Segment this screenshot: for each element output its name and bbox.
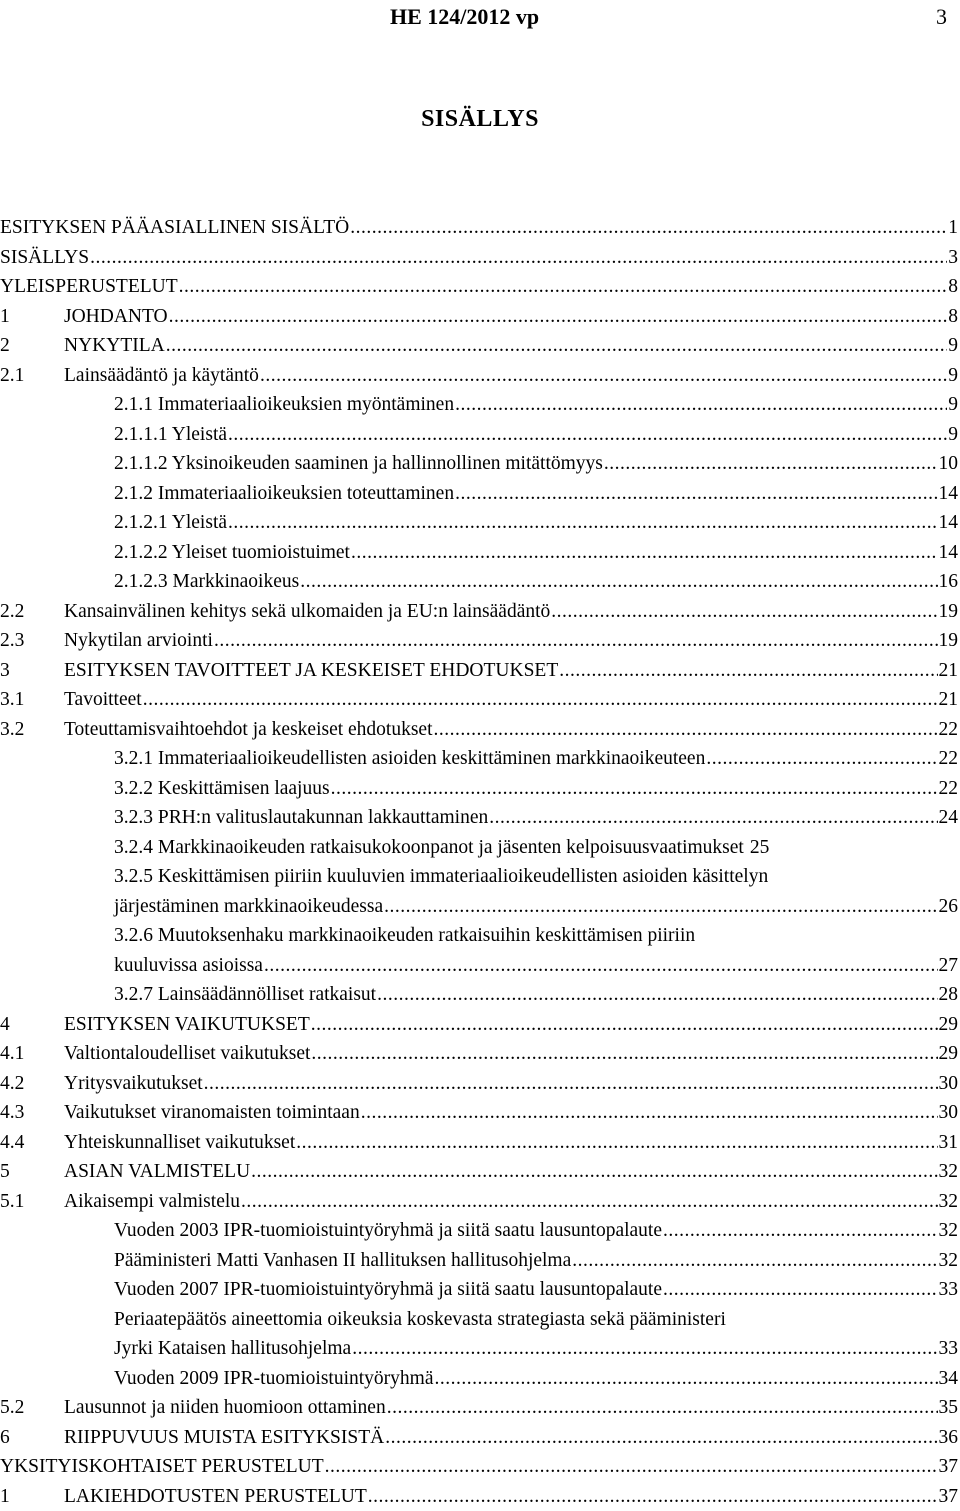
toc-text-line: 3.2.6 Muutoksenhaku markkinaoikeuden ratkaisuihin keskittämisen piiriin [114,921,695,951]
toc-page-number: 14 [939,479,959,509]
toc-text: Jyrki Kataisen hallitusohjelma [114,1334,351,1364]
toc-entry [0,1187,958,1217]
toc-text: Lainsäädäntö ja käytäntö [64,361,259,391]
page-header [0,2,960,32]
toc-entry [0,862,958,921]
toc-number: 3.1 [0,685,24,715]
toc-page-number: 31 [939,1128,959,1158]
toc-page-number: 21 [939,685,959,715]
dot-leader [143,685,938,715]
toc-entry [0,833,958,863]
toc-text: ESITYKSEN TAVOITTEET JA KESKEISET EHDOTUKSET [64,656,558,686]
toc-text: Vuoden 2009 IPR-tuomioistuintyöryhmä [114,1364,433,1394]
dot-leader [311,1010,938,1040]
dot-leader [572,1246,937,1276]
toc-text: 2.1.1.2 Yksinoikeuden saaminen ja hallinnollinen mitättömyys [114,449,603,479]
toc-entry [0,1275,958,1305]
dot-leader [241,1187,937,1217]
toc-page-number: 22 [939,774,959,804]
toc-number: 5.1 [0,1187,24,1217]
toc-text-line: Periaatepäätös aineettomia oikeuksia koskevasta strategiasta sekä pääministeri [114,1305,726,1335]
dot-leader [251,1157,937,1187]
dot-leader [325,1452,938,1482]
dot-leader [350,213,947,243]
toc-page-number: 21 [939,656,959,686]
toc-entry [0,1305,958,1364]
toc-number: 2.3 [0,626,24,656]
page-title: SISÄLLYS [0,106,960,133]
toc-entry [0,567,958,597]
toc-text: Vaikutukset viranomaisten toimintaan [64,1098,360,1128]
toc-text: ESITYKSEN VAIKUTUKSET [64,1010,310,1040]
toc-entry [0,656,958,686]
toc-entry [0,715,958,745]
toc-entry [0,272,958,302]
toc-page-number: 25 [750,833,770,863]
toc-text: Toteuttamisvaihtoehdot ja keskeiset ehdotukset [64,715,433,745]
toc-page-number: 27 [939,951,959,981]
table-of-contents [0,213,958,1511]
dot-leader [385,1423,937,1453]
dot-leader [351,538,938,568]
toc-text-line: 3.2.5 Keskittämisen piiriin kuuluvien immateriaalioikeudellisten asioiden käsittelyn [114,862,768,892]
toc-page-number: 8 [948,302,958,332]
dot-leader [387,1393,938,1423]
toc-text: 3.2.3 PRH:n valituslautakunnan lakkauttaminen [114,803,488,833]
toc-text: 2.1.1 Immateriaalioikeuksien myöntäminen [114,390,454,420]
dot-leader [455,390,947,420]
toc-page-number: 33 [939,1334,959,1364]
toc-page-number: 9 [948,420,958,450]
toc-page-number: 34 [939,1364,959,1394]
toc-number: 1 [0,1482,10,1511]
toc-page-number: 30 [939,1069,959,1099]
toc-text: Tavoitteet [64,685,142,715]
dot-leader [368,1482,938,1511]
dot-leader [663,1275,938,1305]
toc-text: Lausunnot ja niiden huomioon ottaminen [64,1393,386,1423]
toc-page-number: 22 [939,715,959,745]
toc-text: 3.2.2 Keskittämisen laajuus [114,774,330,804]
toc-text: Kansainvälinen kehitys sekä ulkomaiden ja EU:n lainsäädäntö [64,597,550,627]
dot-leader [352,1334,937,1364]
toc-text: YLEISPERUSTELUT [0,272,178,302]
toc-text: Aikaisempi valmistelu [64,1187,240,1217]
dot-leader [434,1364,937,1394]
dot-leader [264,951,938,981]
toc-page-number: 29 [939,1039,959,1069]
toc-number: 4.2 [0,1069,24,1099]
toc-text: Yhteiskunnalliset vaikutukset [64,1128,295,1158]
toc-entry [0,449,958,479]
toc-entry [0,1069,958,1099]
toc-page-number: 22 [939,744,959,774]
toc-text: 3.2.4 Markkinaoikeuden ratkaisukokoonpanot ja jäsenten kelpoisuusvaatimukset [114,833,744,863]
dot-leader [331,774,938,804]
toc-number: 3.2 [0,715,24,745]
toc-text: Vuoden 2007 IPR-tuomioistuintyöryhmä ja siitä saatu lausuntopalaute [114,1275,662,1305]
toc-entry [0,774,958,804]
toc-text: kuuluvissa asioissa [114,951,263,981]
toc-text: RIIPPUVUUS MUISTA ESITYKSISTÄ [64,1423,384,1453]
toc-page-number: 14 [939,538,959,568]
toc-number: 2.2 [0,597,24,627]
toc-text: 3.2.7 Lainsäädännölliset ratkaisut [114,980,376,1010]
toc-entry [0,980,958,1010]
toc-page-number: 3 [948,243,958,273]
toc-entry [0,508,958,538]
toc-page-number: 37 [939,1482,959,1511]
toc-entry [0,744,958,774]
toc-number: 5.2 [0,1393,24,1423]
toc-number: 1 [0,302,10,332]
toc-text: ESITYKSEN PÄÄASIALLINEN SISÄLTÖ [0,213,349,243]
toc-page-number: 29 [939,1010,959,1040]
dot-leader [228,508,937,538]
toc-entry [0,626,958,656]
toc-number: 2.1 [0,361,24,391]
toc-entry [0,1246,958,1276]
toc-entry [0,1452,958,1482]
toc-entry [0,1482,958,1511]
toc-entry [0,420,958,450]
toc-entry [0,921,958,980]
toc-text: 2.1.2.2 Yleiset tuomioistuimet [114,538,350,568]
document-id: HE 124/2012 vp [390,4,539,30]
toc-entry [0,331,958,361]
toc-entry [0,1039,958,1069]
toc-entry [0,803,958,833]
toc-entry [0,1423,958,1453]
toc-page-number: 9 [948,390,958,420]
toc-text: ASIAN VALMISTELU [64,1157,250,1187]
toc-entry [0,1010,958,1040]
toc-text: Pääministeri Matti Vanhasen II hallituksen hallitusohjelma [114,1246,571,1276]
toc-page-number: 32 [939,1187,959,1217]
toc-page-number: 8 [948,272,958,302]
dot-leader [204,1069,938,1099]
dot-leader [228,420,947,450]
dot-leader [169,302,948,332]
page-number: 3 [936,4,947,30]
toc-text: NYKYTILA [64,331,165,361]
toc-entry [0,1393,958,1423]
dot-leader [260,361,947,391]
dot-leader [361,1098,938,1128]
toc-text: Valtiontaloudelliset vaikutukset [64,1039,310,1069]
toc-number: 4.3 [0,1098,24,1128]
toc-text: 2.1.2.3 Markkinaoikeus [114,567,299,597]
toc-page-number: 32 [939,1157,959,1187]
dot-leader [214,626,938,656]
toc-number: 4.4 [0,1128,24,1158]
toc-page-number: 14 [939,508,959,538]
dot-leader [179,272,948,302]
dot-leader [559,656,937,686]
toc-page-number: 16 [939,567,959,597]
toc-number: 4 [0,1010,10,1040]
dot-leader [166,331,948,361]
toc-text: LAKIEHDOTUSTEN PERUSTELUT [64,1482,367,1511]
toc-page-number: 37 [939,1452,959,1482]
toc-text: Nykytilan arviointi [64,626,213,656]
toc-number: 6 [0,1423,10,1453]
toc-page-number: 32 [939,1246,959,1276]
dot-leader [455,479,937,509]
toc-page-number: 9 [948,331,958,361]
toc-text: JOHDANTO [64,302,168,332]
toc-text: järjestäminen markkinaoikeudessa [114,892,383,922]
toc-entry [0,390,958,420]
dot-leader [377,980,937,1010]
toc-page-number: 24 [939,803,959,833]
toc-text: SISÄLLYS [0,243,89,273]
toc-text: 3.2.1 Immateriaalioikeudellisten asioiden keskittäminen markkinaoikeuteen [114,744,705,774]
dot-leader [90,243,947,273]
dot-leader [663,1216,938,1246]
toc-entry [0,361,958,391]
dot-leader [311,1039,937,1069]
toc-page-number: 36 [939,1423,959,1453]
dot-leader [489,803,937,833]
toc-page-number: 35 [939,1393,959,1423]
toc-entry [0,1364,958,1394]
toc-entry [0,1128,958,1158]
dot-leader [434,715,938,745]
dot-leader [384,892,937,922]
toc-number: 4.1 [0,1039,24,1069]
toc-text: 2.1.1.1 Yleistä [114,420,227,450]
toc-page-number: 9 [948,361,958,391]
toc-page-number: 1 [948,213,958,243]
toc-entry [0,479,958,509]
toc-number: 3 [0,656,10,686]
toc-text: Vuoden 2003 IPR-tuomioistuintyöryhmä ja siitä saatu lausuntopalaute [114,1216,662,1246]
toc-page-number: 19 [939,597,959,627]
dot-leader [706,744,937,774]
toc-page-number: 19 [939,626,959,656]
toc-page-number: 32 [939,1216,959,1246]
dot-leader [551,597,937,627]
toc-text: YKSITYISKOHTAISET PERUSTELUT [0,1452,324,1482]
toc-entry [0,597,958,627]
toc-page-number: 33 [939,1275,959,1305]
toc-entry [0,1157,958,1187]
toc-number: 5 [0,1157,10,1187]
toc-text: 2.1.2 Immateriaalioikeuksien toteuttaminen [114,479,454,509]
toc-entry [0,1216,958,1246]
toc-number: 2 [0,331,10,361]
toc-entry [0,1098,958,1128]
toc-text: 2.1.2.1 Yleistä [114,508,227,538]
toc-entry [0,685,958,715]
dot-leader [300,567,937,597]
toc-page-number: 26 [939,892,959,922]
toc-page-number: 28 [939,980,959,1010]
toc-entry [0,302,958,332]
toc-text: Yritysvaikutukset [64,1069,203,1099]
dot-leader [604,449,938,479]
toc-page-number: 30 [939,1098,959,1128]
dot-leader [296,1128,937,1158]
toc-entry [0,213,958,243]
toc-entry [0,538,958,568]
toc-page-number: 10 [939,449,959,479]
toc-entry [0,243,958,273]
